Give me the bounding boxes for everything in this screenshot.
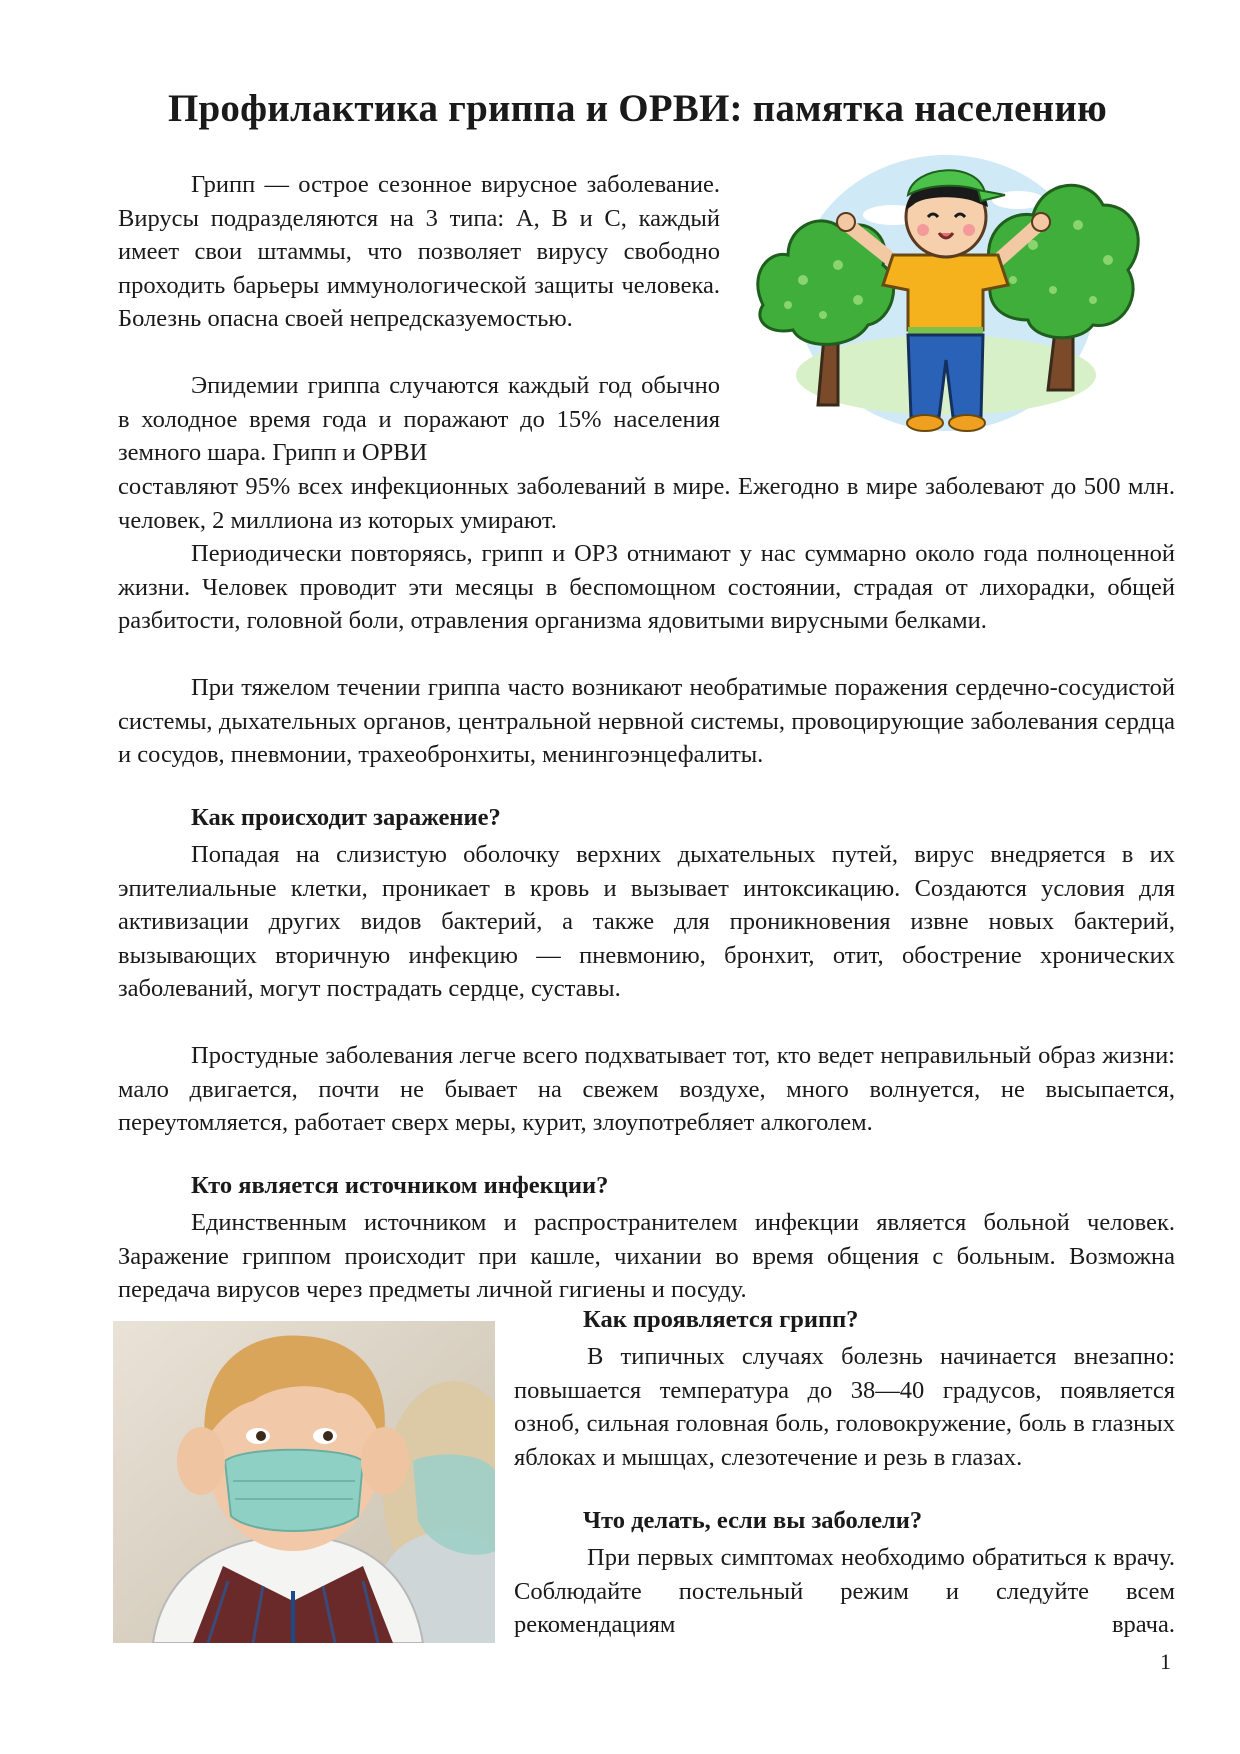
page-number: 1 — [1160, 1649, 1171, 1674]
heading-symptoms: Как проявляется грипп? — [583, 1306, 859, 1333]
left-hand — [177, 1427, 225, 1495]
paragraph-intro: Грипп — острое сезонное вирусное заболевание. Вирусы подразделяются на 3 типа: А, В и С, каждый имеет свои штаммы, что позволяет вирусу свободно проходить барьеры иммунологической защиты человека. Болезнь опасна своей непредсказуемостью. — [118, 171, 720, 332]
paragraph-complications: При тяжелом течении гриппа часто возникают необратимые поражения сердечно-сосудистой системы, дыхательных органов, центральной нервной системы, провоцирующие заболевания сердца и сосудов, пневмонии, трахеобронхиты, менингоэнцефалиты. — [118, 674, 1175, 768]
paragraph-recurring: Периодически повторяясь, грипп и ОРЗ отнимают у нас суммарно около года полноценной жизни. Человек проводит эти месяцы в беспомощном состоянии, страдая от лихорадки, общей разбитости, головной боли, отравления организма ядовитыми вирусными белками. — [118, 540, 1175, 634]
heading-actions: Что делать, если вы заболели? — [583, 1507, 923, 1534]
heading-infection: Как происходит заражение? — [191, 804, 501, 831]
page-title: Профилактика гриппа и ОРВИ: памятка населению — [167, 87, 1108, 130]
paragraph-infection: Попадая на слизистую оболочку верхних дыхательных путей, вирус внедряется в их эпителиальные клетки, проникает в кровь и вызывает интоксикацию. Создаются условия для активизации других видов бактерий, а также для проникновения извне новых бактерий, вызывающих вторичную инфекцию — пневмонию, бронхит, отит, обострение хронических заболеваний, могут пострадать сердце, суставы. — [118, 841, 1175, 1002]
paragraph-epidemics: Эпидемии гриппа случаются каждый год обычно в холодное время года и поражают до 15% населения земного шара. Грипп и ОРВИ — [118, 372, 720, 466]
paragraph-lifestyle: Простудные заболевания легче всего подхватывает тот, кто ведет неправильный образ жизни: мало двигается, почти не бывает на свежем воздухе, много волнуется, не высыпается, переутомляется, работает сверх меры, курит, злоупотребляет алкоголем. — [118, 1042, 1175, 1136]
paragraph-epidemics-continued: составляют 95% всех инфекционных заболеваний в мире. Ежегодно в мире заболевают до 500 млн. человек, 2 миллиона из которых умирают. — [118, 473, 1175, 534]
paragraph-symptoms: В типичных случаях болезнь начинается внезапно: повышается температура до 38—40 градусов, появляется озноб, сильная головная боль, головокружение, боль в глазных яблоках и мышцах, слезотечение и резь в глазах. — [514, 1343, 1175, 1471]
child-mask-photo — [113, 1321, 495, 1643]
paragraph-actions: При первых симптомах необходимо обратиться к врачу. Соблюдайте постельный режим и следуйте всем рекомендациям врача. — [514, 1544, 1175, 1638]
right-hand — [361, 1427, 409, 1495]
boy-trees-illustration — [743, 155, 1149, 451]
heading-source: Кто является источником инфекции? — [191, 1172, 609, 1199]
paragraph-source: Единственным источником и распространителем инфекции является больной человек. Заражение гриппом происходит при кашле, чихании во время общения с больным. Возможна передача вирусов через предметы личной гигиены и посуду. — [118, 1209, 1175, 1303]
face-mask — [225, 1450, 363, 1531]
